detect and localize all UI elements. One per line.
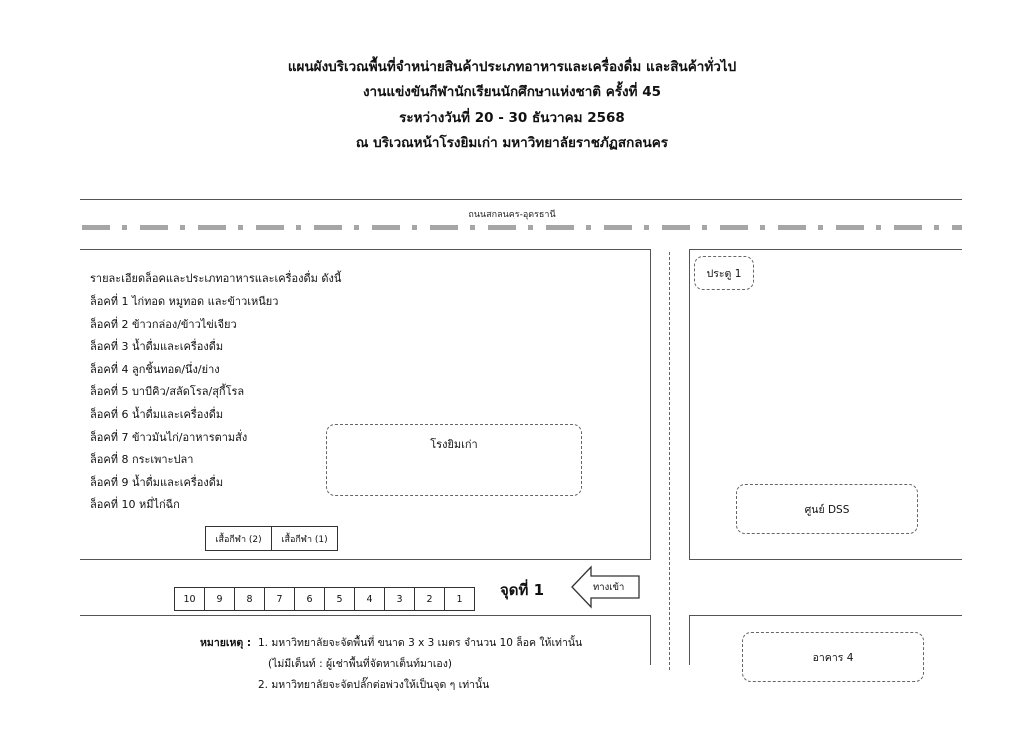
stall-block: 6: [294, 587, 325, 611]
dss-center-label: ศูนย์ DSS: [804, 503, 850, 516]
stall-block: 2: [414, 587, 445, 611]
sports-shirt-stalls: [206, 526, 338, 551]
note-2: 2. มหาวิทยาลัยจะจัดปลั๊กต่อพ่วงให้เป็นจุด ๆ เท่านั้น: [258, 679, 490, 691]
stall-block: 10: [174, 587, 205, 611]
note-1: 1. มหาวิทยาลัยจะจัดพื้นที่ ขนาด 3 x 3 เมตร จำนวน 10 ล็อค ให้เท่านั้น: [258, 637, 583, 649]
gate-1-label: ประตู 1: [706, 267, 742, 280]
legend-item: ล็อคที่ 3 น้ำดื่มและเครื่องดื่ม: [90, 340, 224, 353]
legend-item: ล็อคที่ 8 กระเพาะปลา: [90, 453, 194, 466]
old-gym-label: โรงยิมเก่า: [430, 438, 478, 451]
lower-area-right-edge: [650, 615, 651, 665]
legend-item: ล็อคที่ 7 ข้าวมันไก่/อาหารตามสั่ง: [90, 431, 248, 444]
legend-heading: รายละเอียดล็อคและประเภทอาหารและเครื่องดื่ม ดังนี้: [90, 272, 342, 285]
shirt-stall-1: เสื้อกีฬา (1): [271, 526, 338, 551]
road-label: ถนนสกลนคร-อุดรธานี: [468, 210, 556, 220]
lower-right-area-left-edge: [689, 615, 690, 665]
stall-block: 5: [324, 587, 355, 611]
area-left-bottom-edge: [80, 559, 650, 560]
note-1-detail: (ไม่มีเต็นท์ : ผู้เช่าพื้นที่จัดหาเต็นท์มาเอง): [268, 658, 452, 670]
title-line-1: แผนผังบริเวณพื้นที่จำหน่ายสินค้าประเภทอาหารและเครื่องดื่ม และสินค้าทั่วไป: [287, 59, 737, 75]
building-4-label: อาคาร 4: [812, 651, 854, 664]
area-left-right-edge: [650, 249, 651, 560]
stall-block: 3: [384, 587, 415, 611]
legend-item: ล็อคที่ 5 บาบีคิว/สลัดโรล/สุกี้โรล: [90, 385, 245, 398]
lower-right-area-top-edge: [689, 615, 962, 616]
title-line-4: ณ บริเวณหน้าโรงยิมเก่า มหาวิทยาลัยราชภัฏสกลนคร: [355, 135, 669, 151]
dss-center-building: [736, 484, 918, 534]
legend-item: ล็อคที่ 2 ข้าวกล่อง/ข้าวไข่เจียว: [90, 318, 237, 331]
lower-area-top-edge: [80, 615, 650, 616]
area-right-bottom-edge: [689, 559, 962, 560]
road-bottom-edge-left: [80, 249, 650, 250]
area-right-left-edge: [689, 249, 690, 560]
title-line-3: ระหว่างวันที่ 20 - 30 ธันวาคม 2568: [399, 110, 625, 126]
stall-block: 8: [234, 587, 265, 611]
stall-block: 9: [204, 587, 235, 611]
legend-item: ล็อคที่ 6 น้ำดื่มและเครื่องดื่ม: [90, 408, 224, 421]
legend-item: ล็อคที่ 4 ลูกชิ้นทอด/นึ่ง/ย่าง: [90, 363, 220, 376]
gate-1: [694, 256, 754, 290]
legend-item: ล็อคที่ 1 ไก่ทอด หมูทอด และข้าวเหนียว: [90, 295, 279, 308]
stall-blocks-row: [175, 587, 475, 611]
stall-block: 7: [264, 587, 295, 611]
building-4: [742, 632, 924, 682]
point-1-label: จุดที่ 1: [500, 581, 545, 599]
entrance-label: ทางเข้า: [593, 582, 625, 593]
inner-road-divider: [669, 252, 670, 670]
legend-item: ล็อคที่ 9 น้ำดื่มและเครื่องดื่ม: [90, 476, 224, 489]
road-bottom-edge-right: [689, 249, 962, 250]
stall-block: 1: [444, 587, 475, 611]
old-gym-building: [326, 424, 582, 496]
road-top-edge: [80, 199, 962, 200]
shirt-stall-2: เสื้อกีฬา (2): [205, 526, 272, 551]
note-label: หมายเหตุ :: [200, 637, 252, 649]
entrance-arrow: [571, 565, 641, 610]
title-line-2: งานแข่งขันกีฬานักเรียนนักศึกษาแห่งชาติ ครั้งที่ 45: [362, 84, 662, 100]
stall-block: 4: [354, 587, 385, 611]
legend-item: ล็อคที่ 10 หมี่ไก่ฉีก: [90, 498, 180, 511]
road-centerline: [82, 225, 962, 230]
